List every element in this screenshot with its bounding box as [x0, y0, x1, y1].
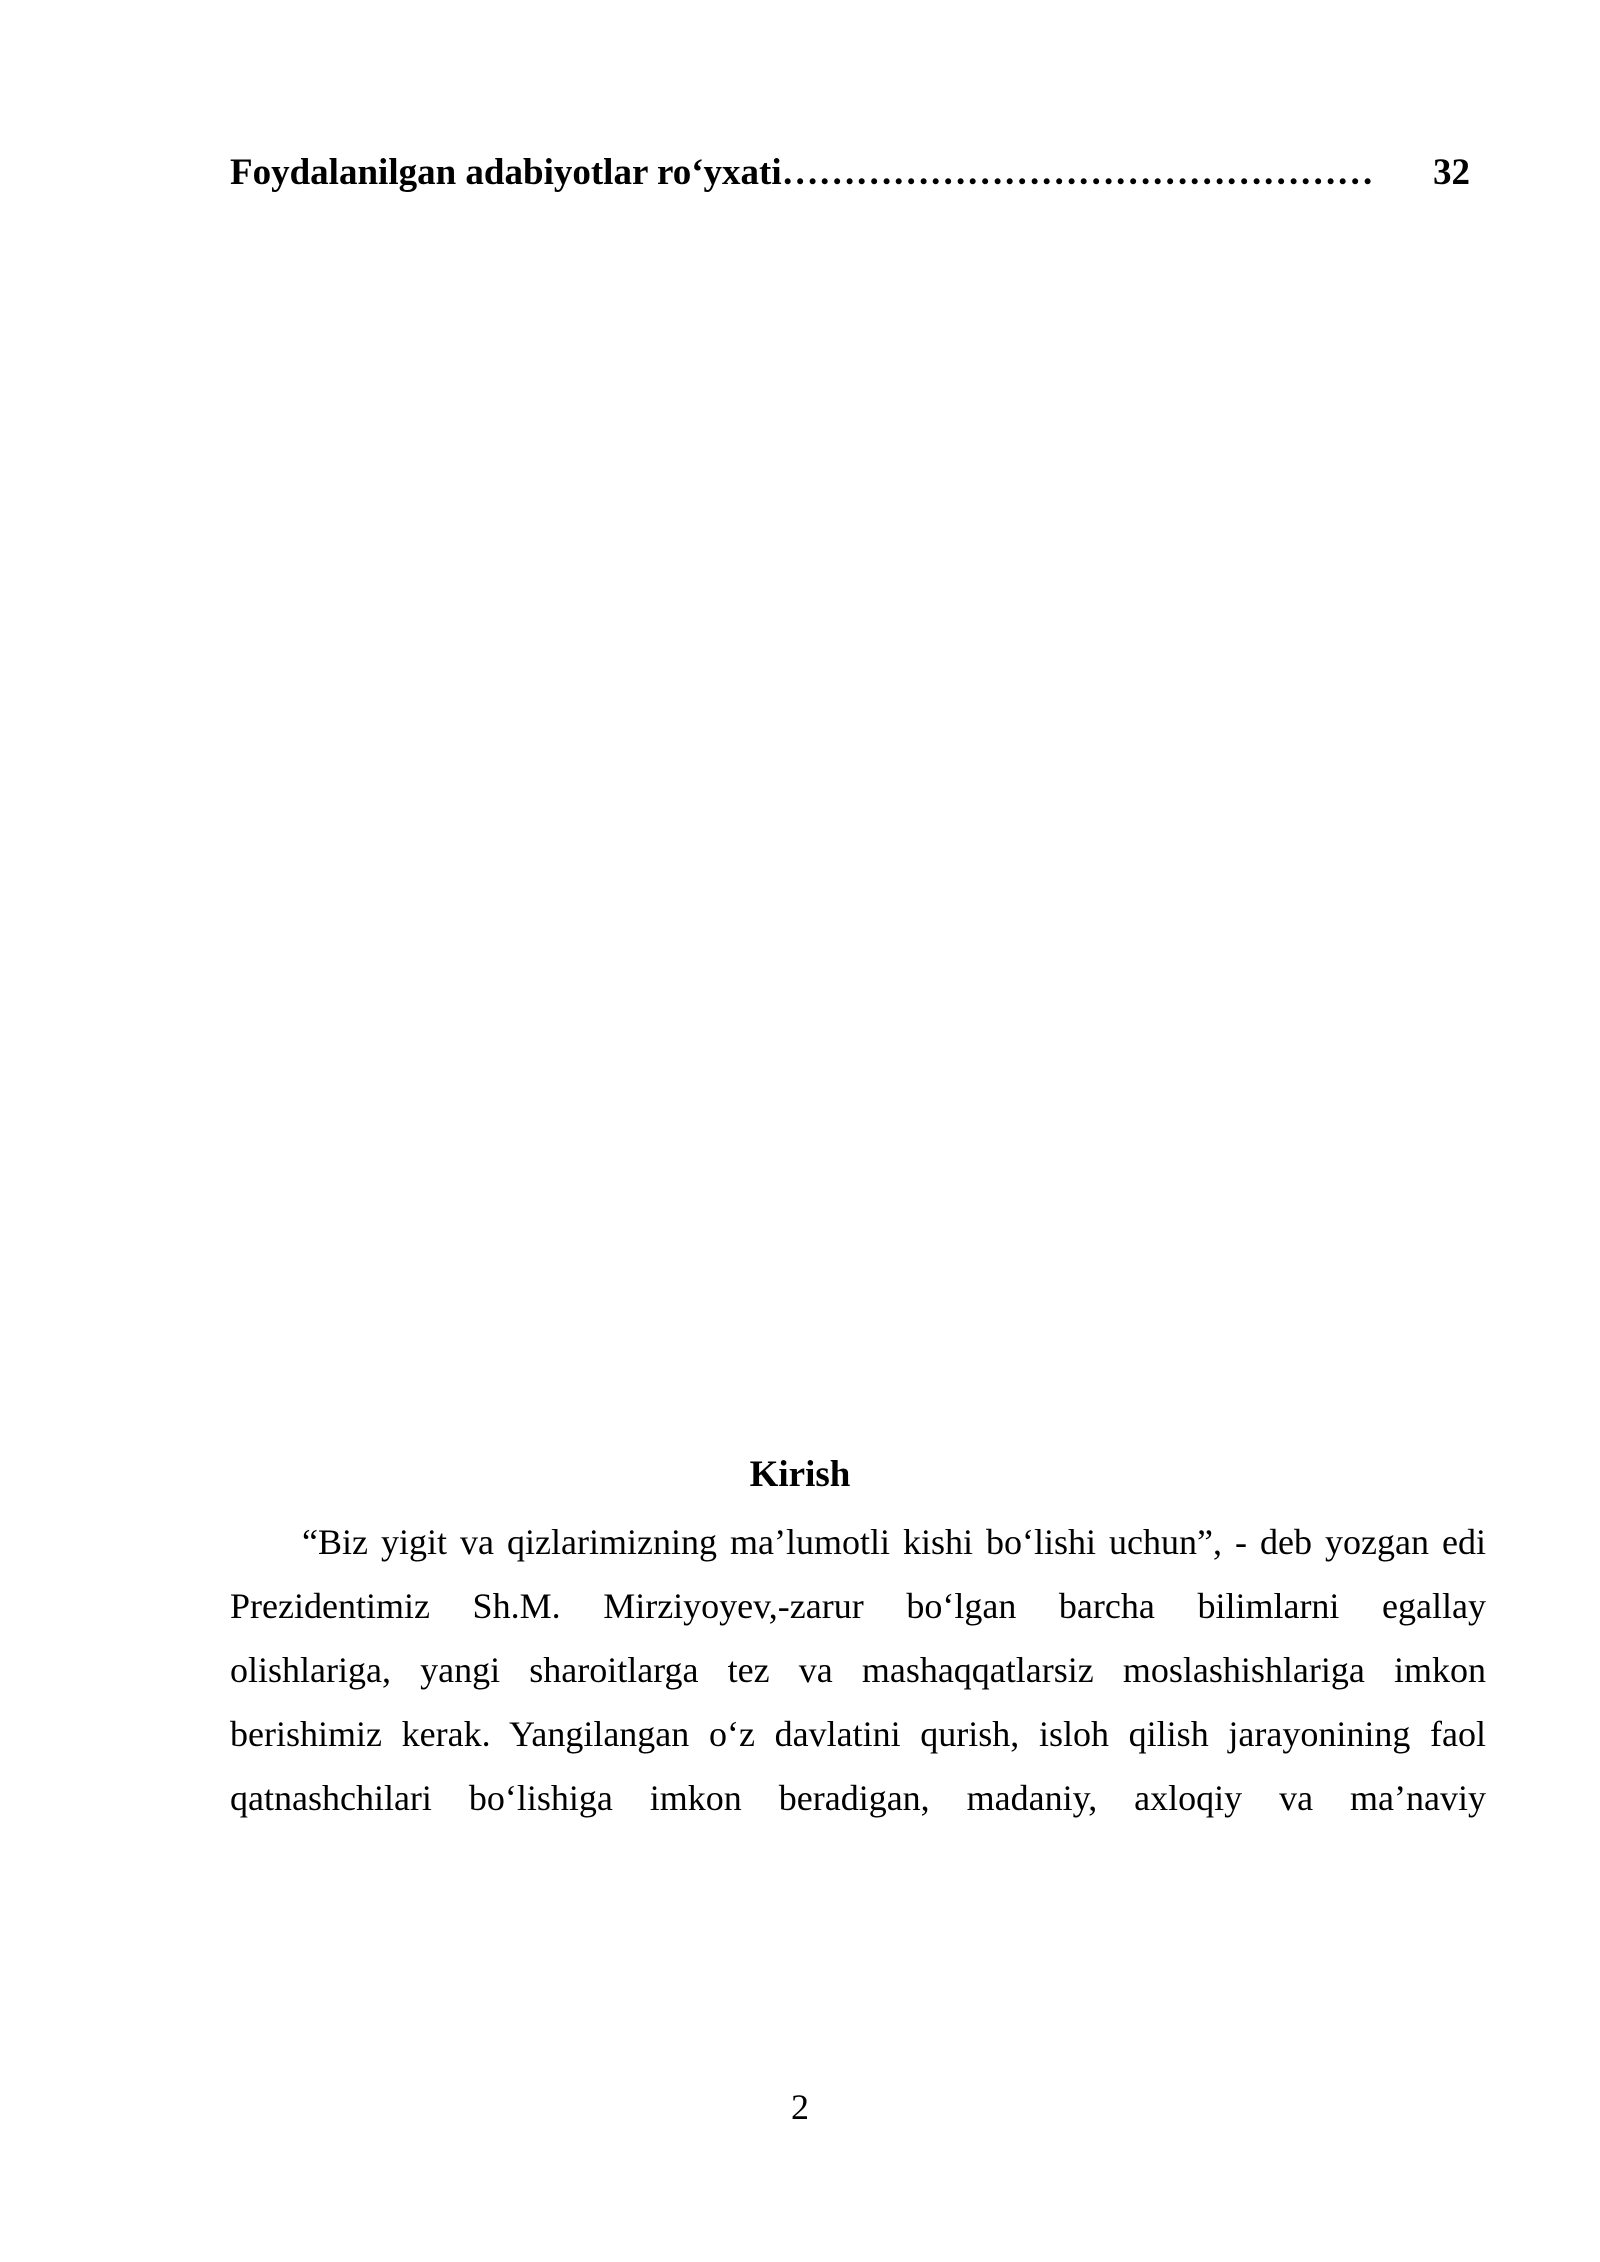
- section-heading: Kirish: [749, 1454, 851, 1495]
- toc-entry-bibliography[interactable]: [230, 148, 1470, 198]
- paragraph-line: olishlariga, yangi sharoitlarga tez va mashaqqatlarsiz moslashishlariga imkon: [230, 1650, 1486, 1690]
- paragraph-line: qatnashchilari bo‘lishiga imkon beradigan, madaniy, axloqiy va ma’naviy: [230, 1778, 1486, 1818]
- paragraph-line: Prezidentimiz Sh.M. Mirziyoyev,-zarur bo‘lgan barcha bilimlarni egallay: [230, 1586, 1486, 1626]
- toc-entry-title: Foydalanilgan adabiyotlar ro‘yxati: [230, 152, 782, 193]
- paragraph-line: berishimiz kerak. Yangilangan o‘z davlatini qurish, isloh qilish jarayonining faol: [230, 1714, 1486, 1754]
- body-paragraph: [230, 1510, 1486, 1830]
- page-number: 2: [791, 2087, 809, 2127]
- toc-leader-dots: …………………………………………: [781, 152, 1374, 193]
- toc-page-number: 32: [1433, 152, 1470, 193]
- paragraph-line: “Biz yigit va qizlarimizning ma’lumotli kishi bo‘lishi uchun”, - deb yozgan edi: [302, 1522, 1486, 1562]
